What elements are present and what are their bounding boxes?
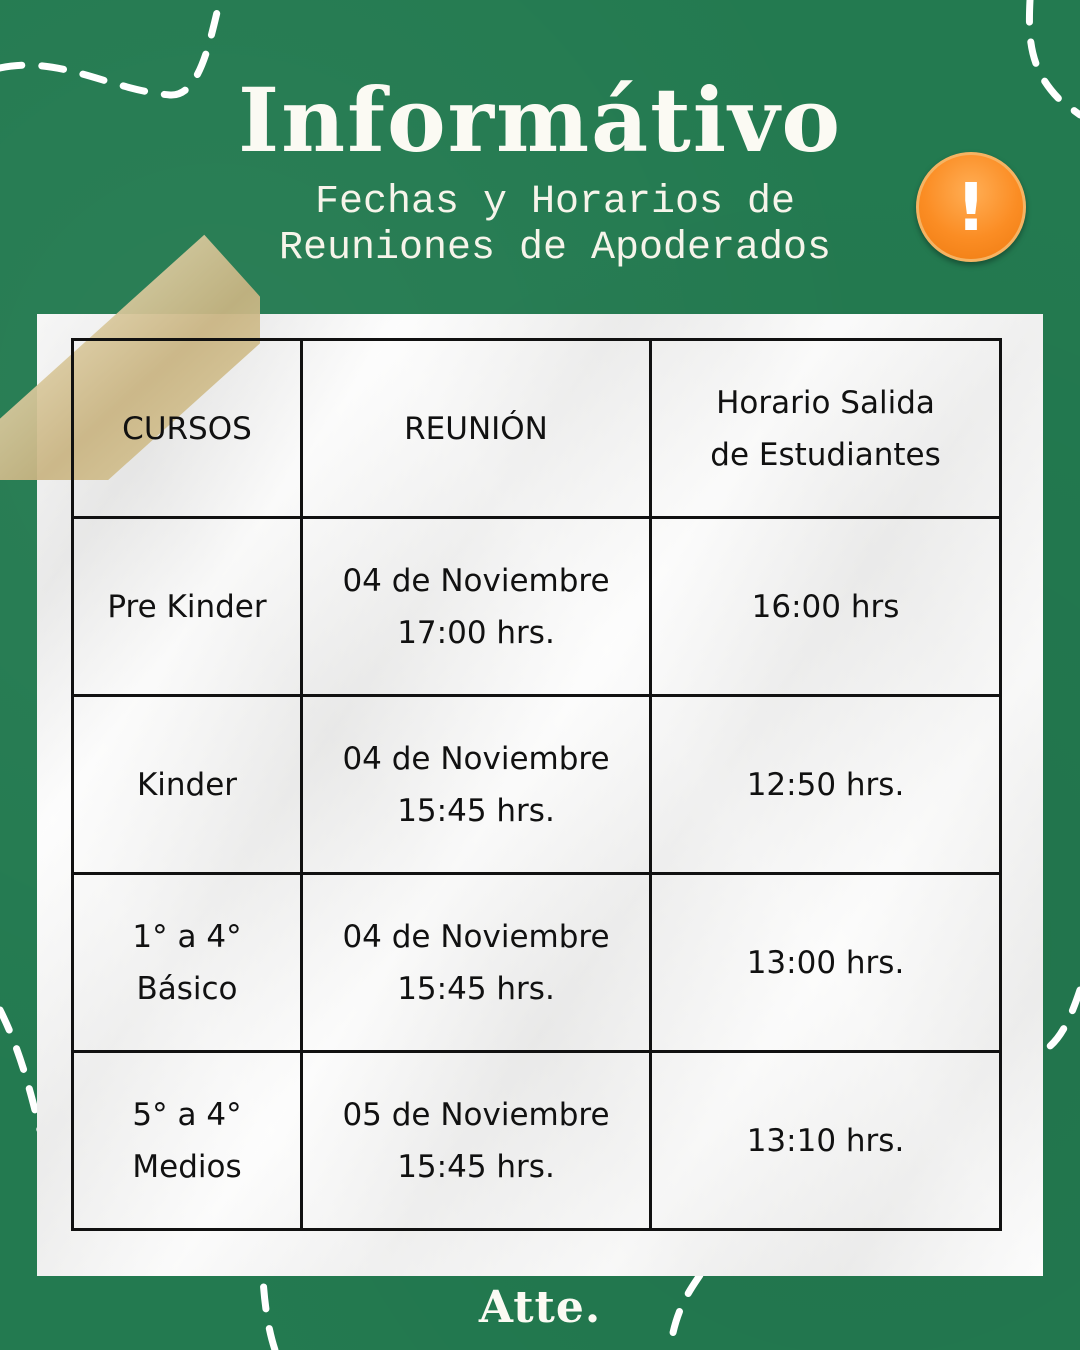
table-row bbox=[73, 696, 1001, 874]
cell-curso: Kinder bbox=[73, 696, 302, 874]
cell-salida: 16:00 hrs bbox=[651, 518, 1001, 696]
cell-salida: 12:50 hrs. bbox=[651, 696, 1001, 874]
cell-salida: 13:10 hrs. bbox=[651, 1052, 1001, 1230]
exclamation-icon bbox=[916, 152, 1026, 262]
subtitle-line-2: Reuniones de Apoderados bbox=[278, 226, 832, 271]
header-horario-salida: Horario Salida de Estudiantes bbox=[651, 340, 1001, 518]
cell-reunion: 04 de Noviembre 15:45 hrs. bbox=[302, 874, 651, 1052]
table-row bbox=[73, 518, 1001, 696]
cell-salida: 13:00 hrs. bbox=[651, 874, 1001, 1052]
table-row bbox=[73, 874, 1001, 1052]
cell-curso: 5° a 4° Medios bbox=[73, 1052, 302, 1230]
cell-reunion: 04 de Noviembre 17:00 hrs. bbox=[302, 518, 651, 696]
cell-reunion: 04 de Noviembre 15:45 hrs. bbox=[302, 696, 651, 874]
schedule-table bbox=[71, 338, 1002, 1231]
signoff: Atte. bbox=[478, 1282, 602, 1333]
subtitle-line-1: Fechas y Horarios de bbox=[314, 180, 796, 225]
page-title: Informátivo bbox=[237, 68, 843, 172]
table-row bbox=[73, 1052, 1001, 1230]
header-reunion: REUNIÓN bbox=[302, 340, 651, 518]
exclamation-glyph: ! bbox=[955, 168, 987, 246]
cell-curso: 1° a 4° Básico bbox=[73, 874, 302, 1052]
cell-curso: Pre Kinder bbox=[73, 518, 302, 696]
header-cursos: CURSOS bbox=[73, 340, 302, 518]
cell-reunion: 05 de Noviembre 15:45 hrs. bbox=[302, 1052, 651, 1230]
table-header-row bbox=[73, 340, 1001, 518]
